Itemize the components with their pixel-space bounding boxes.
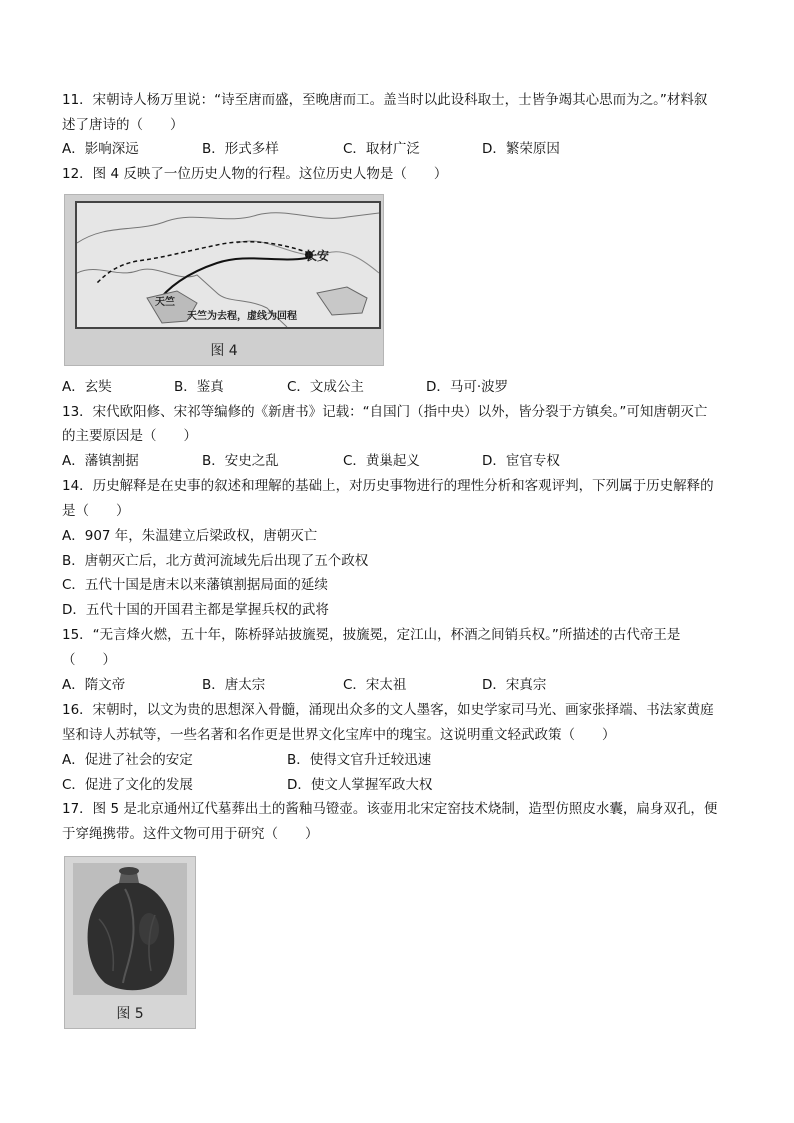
question-14-line-1: 14．历史解释是在史事的叙述和理解的基础上，对历史事物进行的理性分析和客观评判，下列属于历史解释的 <box>62 478 714 494</box>
option-c: C．宋太祖 <box>343 677 407 693</box>
route-map <box>75 201 381 329</box>
question-11-line-2: 述了唐诗的（ ） <box>62 117 184 133</box>
question-13-line-2: 的主要原因是（ ） <box>62 428 197 444</box>
question-14-line-2: 是（ ） <box>62 503 130 519</box>
option-a: A．隋文帝 <box>62 677 126 693</box>
option-a: A．藩镇割据 <box>62 453 139 469</box>
question-17-line-1: 17．图 5 是北京通州辽代墓葬出土的酱釉马镫壶。该壶用北宋定窑技术烧制，造型仿照皮水囊，扁身双孔，便 <box>62 801 718 817</box>
option-d: D．马可·波罗 <box>426 379 509 395</box>
question-15-line-2: （ ） <box>62 652 116 668</box>
pottery-flask-image <box>65 859 195 999</box>
option-d: D．宦官专权 <box>482 453 560 469</box>
question-16-line-1: 16．宋朝时，以文为贵的思想深入骨髓，涌现出众多的文人墨客，如史学家司马光、画家张择端、书法家黄庭 <box>62 702 714 718</box>
figure-5-caption: 图 5 <box>116 1006 144 1022</box>
option-c: C．黄巢起义 <box>343 453 420 469</box>
figure-4-map-photo <box>64 194 384 366</box>
question-14-option-b: B．唐朝灭亡后，北方黄河流域先后出现了五个政权 <box>62 553 369 569</box>
question-11-line-1: 11．宋朝诗人杨万里说：“诗至唐而盛，至晚唐而工。盖当时以此设科取士，士皆争竭其心思而为之。”材料叙 <box>62 92 708 108</box>
option-c: C．促进了文化的发展 <box>62 777 193 793</box>
option-b: B．安史之乱 <box>202 453 279 469</box>
option-b: B．使得文官升迁较迅速 <box>287 752 432 768</box>
map-label-changan: 长安 <box>305 249 330 263</box>
option-a: A．影响深远 <box>62 141 139 157</box>
option-c: C．取材广泛 <box>343 141 420 157</box>
question-12-line-1: 12．图 4 反映了一位历史人物的行程。这位历史人物是（ ） <box>62 166 448 182</box>
option-a: A．促进了社会的安定 <box>62 752 193 768</box>
question-16-line-2: 坚和诗人苏轼等，一些名著和名作更是世界文化宝库中的瑰宝。这说明重文轻武政策（ ） <box>62 727 616 743</box>
question-15-line-1: 15．“无言烽火燃，五十年，陈桥驿站披旒冕，披旒冕，定江山，杯酒之间销兵权。”所描述的古代帝王是 <box>62 627 681 643</box>
option-b: B．鉴真 <box>174 379 224 395</box>
option-b: B．唐太宗 <box>202 677 266 693</box>
option-d: D．繁荣原因 <box>482 141 560 157</box>
question-14-option-d: D．五代十国的开国君主都是掌握兵权的武将 <box>62 602 329 618</box>
option-c: C．文成公主 <box>287 379 364 395</box>
question-14-option-c: C．五代十国是唐末以来藩镇割据局面的延续 <box>62 577 328 593</box>
question-13-line-1: 13．宋代欧阳修、宋祁等编修的《新唐书》记载：“自国门（指中央）以外，皆分裂于方镇矣。”可知唐朝灭亡 <box>62 404 708 420</box>
map-legend-note: 天竺为去程，虚线为回程 <box>187 311 297 322</box>
map-label-tianzhu: 天竺 <box>155 297 175 308</box>
option-a: A．玄奘 <box>62 379 112 395</box>
option-d: D．宋真宗 <box>482 677 547 693</box>
figure-4-caption: 图 4 <box>210 343 238 359</box>
option-d: D．使文人掌握军政大权 <box>287 777 433 793</box>
question-14-option-a: A．907 年，朱温建立后梁政权，唐朝灭亡 <box>62 528 318 544</box>
option-b: B．形式多样 <box>202 141 279 157</box>
figure-5-artifact-photo <box>64 856 196 1029</box>
question-17-line-2: 于穿绳携带。这件文物可用于研究（ ） <box>62 826 319 842</box>
